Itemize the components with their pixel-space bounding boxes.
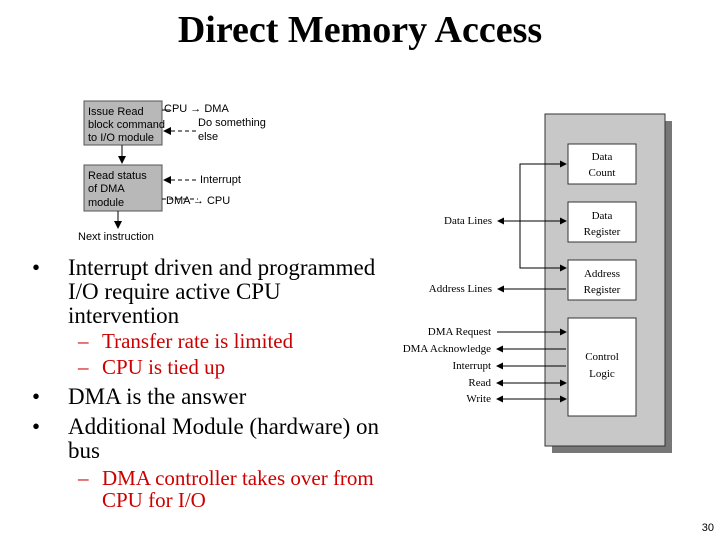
flow-box2-line1: Read status xyxy=(88,170,147,182)
sub-bullet-2-text: CPU is tied up xyxy=(102,355,226,379)
sub-bullet-3-line-1: DMA controller takes over from xyxy=(102,466,374,490)
bullet-3-line-2: bus xyxy=(68,438,100,463)
flow-arrow2-label: DMA → CPU xyxy=(166,195,231,207)
data-register-line2: Register xyxy=(583,226,621,238)
bullet-1 xyxy=(32,256,412,328)
sub-bullet-1 xyxy=(78,330,398,352)
bullet-1-line-3: intervention xyxy=(68,303,180,328)
bullet-3 xyxy=(32,415,422,463)
flow-box1-line3: to I/O module xyxy=(88,132,155,144)
bullet-3-line-1: Additional Module (hardware) on xyxy=(68,414,380,439)
sub-bullet-dash: – xyxy=(78,329,89,353)
signal-write: Write xyxy=(466,393,491,405)
bullet-1-line-1: Interrupt driven and programmed xyxy=(68,255,376,280)
address-lines-label: Address Lines xyxy=(428,283,492,295)
bullet-dot: • xyxy=(32,384,41,409)
bullet-2-text: DMA is the answer xyxy=(68,384,247,409)
data-count-line1: Data xyxy=(591,151,613,163)
flow-side1-line2: else xyxy=(198,131,219,143)
signal-dma-request: DMA Request xyxy=(427,326,491,338)
control-logic-line1: Control xyxy=(585,351,619,363)
control-logic-box xyxy=(568,318,636,416)
flow-arrow1-label: CPU → DMA xyxy=(164,103,229,115)
flow-box1-line2: block command xyxy=(88,119,166,131)
bullet-dot: • xyxy=(32,255,41,280)
address-register-line2: Register xyxy=(583,284,621,296)
bullet-1-line-2: I/O require active CPU xyxy=(68,279,281,304)
flow-box2-line2: of DMA xyxy=(88,183,125,195)
page-number: 30 xyxy=(701,522,714,534)
data-count-line2: Count xyxy=(588,167,616,179)
sub-bullet-dash: – xyxy=(78,355,89,379)
signal-dma-ack: DMA Acknowledge xyxy=(402,343,491,355)
sub-bullet-3-line-2: CPU for I/O xyxy=(102,488,206,512)
flow-box1-line1: Issue Read xyxy=(88,106,144,118)
sub-bullet-dash: – xyxy=(78,466,89,490)
signal-interrupt: Interrupt xyxy=(452,360,491,372)
bullet-dot: • xyxy=(32,414,41,439)
bullet-2 xyxy=(32,385,412,409)
flow-interrupt-label: Interrupt xyxy=(200,174,241,186)
sub-bullet-2 xyxy=(78,356,398,378)
signal-read: Read xyxy=(468,377,491,389)
control-logic-line2: Logic xyxy=(589,368,615,380)
data-lines-label: Data Lines xyxy=(444,215,492,227)
flow-side1-line1: Do something xyxy=(198,117,266,129)
flow-next-label: Next instruction xyxy=(78,231,154,243)
sub-bullet-1-text: Transfer rate is limited xyxy=(102,329,294,353)
data-register-line1: Data xyxy=(591,210,613,222)
slide-title: Direct Memory Access xyxy=(177,9,543,51)
address-register-line1: Address xyxy=(583,268,621,280)
sub-bullet-3 xyxy=(78,467,418,511)
flow-box2-line3: module xyxy=(88,197,125,209)
